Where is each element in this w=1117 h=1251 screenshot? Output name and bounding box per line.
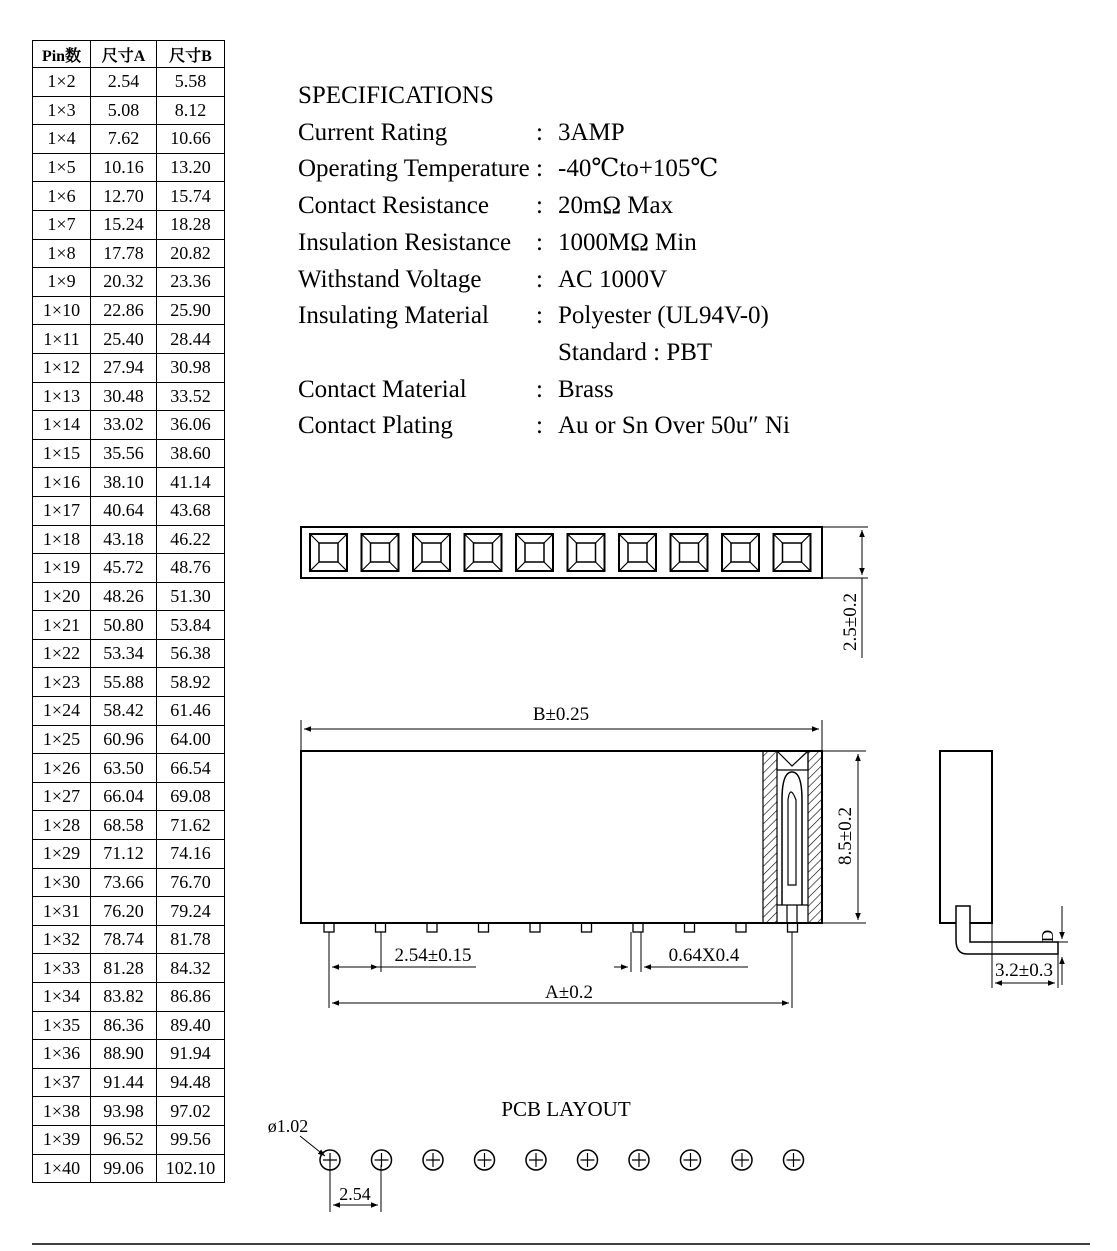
cell-size-b: 25.90: [157, 296, 225, 325]
contact-spring-inner: [788, 792, 796, 885]
cell-size-a: 63.50: [91, 754, 157, 783]
cell-size-a: 5.08: [91, 96, 157, 125]
pcb-pitch-label: 2.54: [339, 1184, 371, 1204]
cell-size-a: 88.90: [91, 1040, 157, 1069]
cell-pin-count: 1×36: [33, 1040, 91, 1069]
spec-colon: :: [536, 155, 543, 183]
front-view-pins: [324, 923, 798, 932]
cell-pin-count: 1×8: [33, 239, 91, 268]
spec-label: Operating Temperature: [298, 155, 530, 183]
cell-pin-count: 1×18: [33, 525, 91, 554]
cell-size-a: 78.74: [91, 925, 157, 954]
pcb-hole: [423, 1150, 443, 1170]
spec-label: Contact Plating: [298, 412, 453, 440]
cell-size-a: 27.94: [91, 353, 157, 382]
front-pin: [685, 923, 695, 932]
top-view: [301, 527, 868, 658]
cell-size-b: 86.86: [157, 983, 225, 1012]
cell-pin-count: 1×14: [33, 411, 91, 440]
spec-label: Contact Material: [298, 375, 467, 403]
cell-size-a: 83.82: [91, 983, 157, 1012]
front-pin: [633, 923, 643, 932]
cell-pin-count: 1×30: [33, 868, 91, 897]
cell-size-b: 15.74: [157, 182, 225, 211]
top-view-cell: [568, 534, 605, 571]
cell-pin-count: 1×33: [33, 954, 91, 983]
cell-size-b: 76.70: [157, 868, 225, 897]
pcb-hole: [732, 1150, 752, 1170]
cell-size-a: 10.16: [91, 153, 157, 182]
spec-value: 20mΩ Max: [558, 192, 674, 220]
spec-colon: :: [536, 375, 543, 403]
cell-size-b: 58.92: [157, 668, 225, 697]
cell-size-b: 102.10: [157, 1154, 225, 1183]
front-pin: [530, 923, 540, 932]
spec-label: Insulation Resistance: [298, 228, 512, 256]
cell-size-a: 43.18: [91, 525, 157, 554]
side-view-body: [940, 751, 992, 923]
cell-pin-count: 1×39: [33, 1125, 91, 1154]
spec-value: Brass: [558, 375, 614, 403]
cell-size-b: 10.66: [157, 125, 225, 154]
cell-pin-count: 1×9: [33, 268, 91, 297]
cell-size-b: 18.28: [157, 210, 225, 239]
top-view-cell: [619, 534, 656, 571]
cell-size-a: 48.26: [91, 582, 157, 611]
cell-size-a: 38.10: [91, 468, 157, 497]
cell-pin-count: 1×6: [33, 182, 91, 211]
cell-pin-count: 1×26: [33, 754, 91, 783]
top-view-cell: [465, 534, 502, 571]
section-hatch-right: [808, 751, 822, 923]
side-height-label: 8.5±0.2: [835, 807, 856, 865]
front-pin: [427, 923, 437, 932]
cell-size-a: 71.12: [91, 840, 157, 869]
top-height-label: 2.5±0.2: [840, 593, 861, 651]
cell-pin-count: 1×12: [33, 353, 91, 382]
d-label: D: [1038, 929, 1057, 943]
top-view-cells: [310, 534, 811, 571]
pcb-layout: [268, 1097, 804, 1212]
cell-size-b: 48.76: [157, 554, 225, 583]
cell-size-b: 41.14: [157, 468, 225, 497]
cell-size-a: 22.86: [91, 296, 157, 325]
cell-pin-count: 1×24: [33, 697, 91, 726]
cell-size-a: 91.44: [91, 1068, 157, 1097]
top-view-cell: [722, 534, 759, 571]
cell-size-b: 64.00: [157, 725, 225, 754]
a-width-label: A±0.2: [545, 982, 593, 1003]
pitch-label: 2.54±0.15: [394, 945, 472, 966]
cell-size-a: 45.72: [91, 554, 157, 583]
front-view-body: [301, 751, 822, 923]
top-view-cell: [774, 534, 811, 571]
cell-pin-count: 1×23: [33, 668, 91, 697]
cell-size-b: 53.84: [157, 611, 225, 640]
cell-pin-count: 1×4: [33, 125, 91, 154]
cell-size-b: 74.16: [157, 840, 225, 869]
pcb-hole: [629, 1150, 649, 1170]
cell-size-b: 99.56: [157, 1125, 225, 1154]
front-pin: [582, 923, 592, 932]
cell-pin-count: 1×32: [33, 925, 91, 954]
specs-title: SPECIFICATIONS: [298, 82, 494, 109]
spec-value: AC 1000V: [558, 265, 668, 293]
header-size-a: 尺寸A: [91, 41, 157, 68]
cell-size-b: 36.06: [157, 411, 225, 440]
cell-pin-count: 1×25: [33, 725, 91, 754]
cell-pin-count: 1×21: [33, 611, 91, 640]
cell-pin-count: 1×3: [33, 96, 91, 125]
cell-size-a: 53.34: [91, 639, 157, 668]
cell-size-a: 12.70: [91, 182, 157, 211]
cell-pin-count: 1×22: [33, 639, 91, 668]
cell-pin-count: 1×11: [33, 325, 91, 354]
cell-size-a: 99.06: [91, 1154, 157, 1183]
front-pin: [324, 923, 334, 932]
cell-size-b: 61.46: [157, 697, 225, 726]
spec-colon: :: [536, 228, 543, 256]
cell-pin-count: 1×38: [33, 1097, 91, 1126]
cell-size-b: 38.60: [157, 439, 225, 468]
cell-pin-count: 1×29: [33, 840, 91, 869]
cell-pin-count: 1×27: [33, 782, 91, 811]
cell-size-a: 93.98: [91, 1097, 157, 1126]
cell-pin-count: 1×13: [33, 382, 91, 411]
cell-size-a: 55.88: [91, 668, 157, 697]
cell-size-b: 81.78: [157, 925, 225, 954]
cell-size-a: 86.36: [91, 1011, 157, 1040]
spec-value: Au or Sn Over 50u″ Ni: [558, 412, 790, 440]
cell-pin-count: 1×16: [33, 468, 91, 497]
cell-size-b: 33.52: [157, 382, 225, 411]
cell-pin-count: 1×19: [33, 554, 91, 583]
cell-size-a: 20.32: [91, 268, 157, 297]
spec-colon: :: [536, 412, 543, 440]
b-width-label: B±0.25: [532, 704, 590, 725]
lead-length-label: 3.2±0.3: [995, 960, 1053, 981]
cell-size-b: 30.98: [157, 353, 225, 382]
cell-pin-count: 1×2: [33, 68, 91, 97]
cell-size-b: 23.36: [157, 268, 225, 297]
cell-size-a: 17.78: [91, 239, 157, 268]
front-pin: [736, 923, 746, 932]
cell-size-a: 50.80: [91, 611, 157, 640]
cell-pin-count: 1×35: [33, 1011, 91, 1040]
section-hatch-left: [763, 751, 777, 923]
pcb-hole: [578, 1150, 598, 1170]
cell-size-a: 40.64: [91, 496, 157, 525]
front-view: [301, 704, 866, 1008]
pcb-hole: [526, 1150, 546, 1170]
front-pin: [479, 923, 489, 932]
spec-label: Contact Resistance: [298, 192, 489, 220]
cell-size-b: 13.20: [157, 153, 225, 182]
front-pin: [788, 923, 798, 932]
top-view-cell: [516, 534, 553, 571]
top-view-cell: [310, 534, 347, 571]
spec-label: Withstand Voltage: [298, 265, 482, 293]
pin-size-label: 0.64X0.4: [668, 945, 740, 966]
cell-size-a: 30.48: [91, 382, 157, 411]
spec-value-extra: Standard : PBT: [558, 338, 713, 366]
spec-label: Current Rating: [298, 118, 448, 146]
cell-pin-count: 1×34: [33, 983, 91, 1012]
spec-colon: :: [536, 302, 543, 330]
spec-label: Insulating Material: [298, 302, 489, 330]
cell-size-b: 28.44: [157, 325, 225, 354]
pcb-hole: [784, 1150, 804, 1170]
cell-size-a: 96.52: [91, 1125, 157, 1154]
cell-size-a: 76.20: [91, 897, 157, 926]
spec-colon: :: [536, 192, 543, 220]
cell-pin-count: 1×28: [33, 811, 91, 840]
cell-size-a: 68.58: [91, 811, 157, 840]
cell-size-b: 89.40: [157, 1011, 225, 1040]
cell-size-b: 97.02: [157, 1097, 225, 1126]
cell-size-b: 91.94: [157, 1040, 225, 1069]
cell-pin-count: 1×40: [33, 1154, 91, 1183]
hole-diameter-label: ø1.02: [267, 1116, 309, 1136]
cell-size-b: 5.58: [157, 68, 225, 97]
cell-size-b: 56.38: [157, 639, 225, 668]
cell-size-b: 69.08: [157, 782, 225, 811]
cell-pin-count: 1×10: [33, 296, 91, 325]
spec-colon: :: [536, 118, 543, 146]
cell-pin-count: 1×5: [33, 153, 91, 182]
cell-size-a: 15.24: [91, 210, 157, 239]
pcb-holes: [320, 1150, 804, 1170]
cell-size-b: 20.82: [157, 239, 225, 268]
header-pin-count: Pin数: [33, 41, 91, 68]
spec-value: Polyester (UL94V-0): [558, 302, 769, 330]
cell-size-a: 2.54: [91, 68, 157, 97]
spec-value: 3AMP: [558, 118, 625, 146]
side-view: [940, 751, 1068, 988]
top-view-cell: [362, 534, 399, 571]
cell-size-a: 66.04: [91, 782, 157, 811]
cell-size-a: 35.56: [91, 439, 157, 468]
cell-size-b: 51.30: [157, 582, 225, 611]
pcb-hole: [681, 1150, 701, 1170]
cell-size-b: 8.12: [157, 96, 225, 125]
hole-leader: [300, 1136, 325, 1156]
cell-size-b: 66.54: [157, 754, 225, 783]
cell-pin-count: 1×7: [33, 210, 91, 239]
cell-size-a: 33.02: [91, 411, 157, 440]
front-pin: [376, 923, 386, 932]
cell-size-b: 43.68: [157, 496, 225, 525]
cell-size-a: 25.40: [91, 325, 157, 354]
cell-size-b: 84.32: [157, 954, 225, 983]
cell-pin-count: 1×20: [33, 582, 91, 611]
header-size-b: 尺寸B: [157, 41, 225, 68]
cell-size-b: 79.24: [157, 897, 225, 926]
pcb-hole: [475, 1150, 495, 1170]
cell-pin-count: 1×15: [33, 439, 91, 468]
cell-size-a: 60.96: [91, 725, 157, 754]
cell-pin-count: 1×17: [33, 496, 91, 525]
cell-pin-count: 1×31: [33, 897, 91, 926]
spec-value: -40℃to+105℃: [558, 155, 719, 183]
cell-size-b: 71.62: [157, 811, 225, 840]
cell-size-b: 94.48: [157, 1068, 225, 1097]
top-view-cell: [671, 534, 708, 571]
spec-colon: :: [536, 265, 543, 293]
cell-size-a: 7.62: [91, 125, 157, 154]
spec-value: 1000MΩ Min: [558, 228, 697, 256]
contact-tail: [777, 905, 808, 923]
cell-size-b: 46.22: [157, 525, 225, 554]
top-view-cell: [413, 534, 450, 571]
pcb-title: PCB LAYOUT: [501, 1097, 631, 1121]
cell-size-a: 58.42: [91, 697, 157, 726]
cell-size-a: 73.66: [91, 868, 157, 897]
section-funnel: [777, 751, 808, 770]
cell-pin-count: 1×37: [33, 1068, 91, 1097]
cell-size-a: 81.28: [91, 954, 157, 983]
